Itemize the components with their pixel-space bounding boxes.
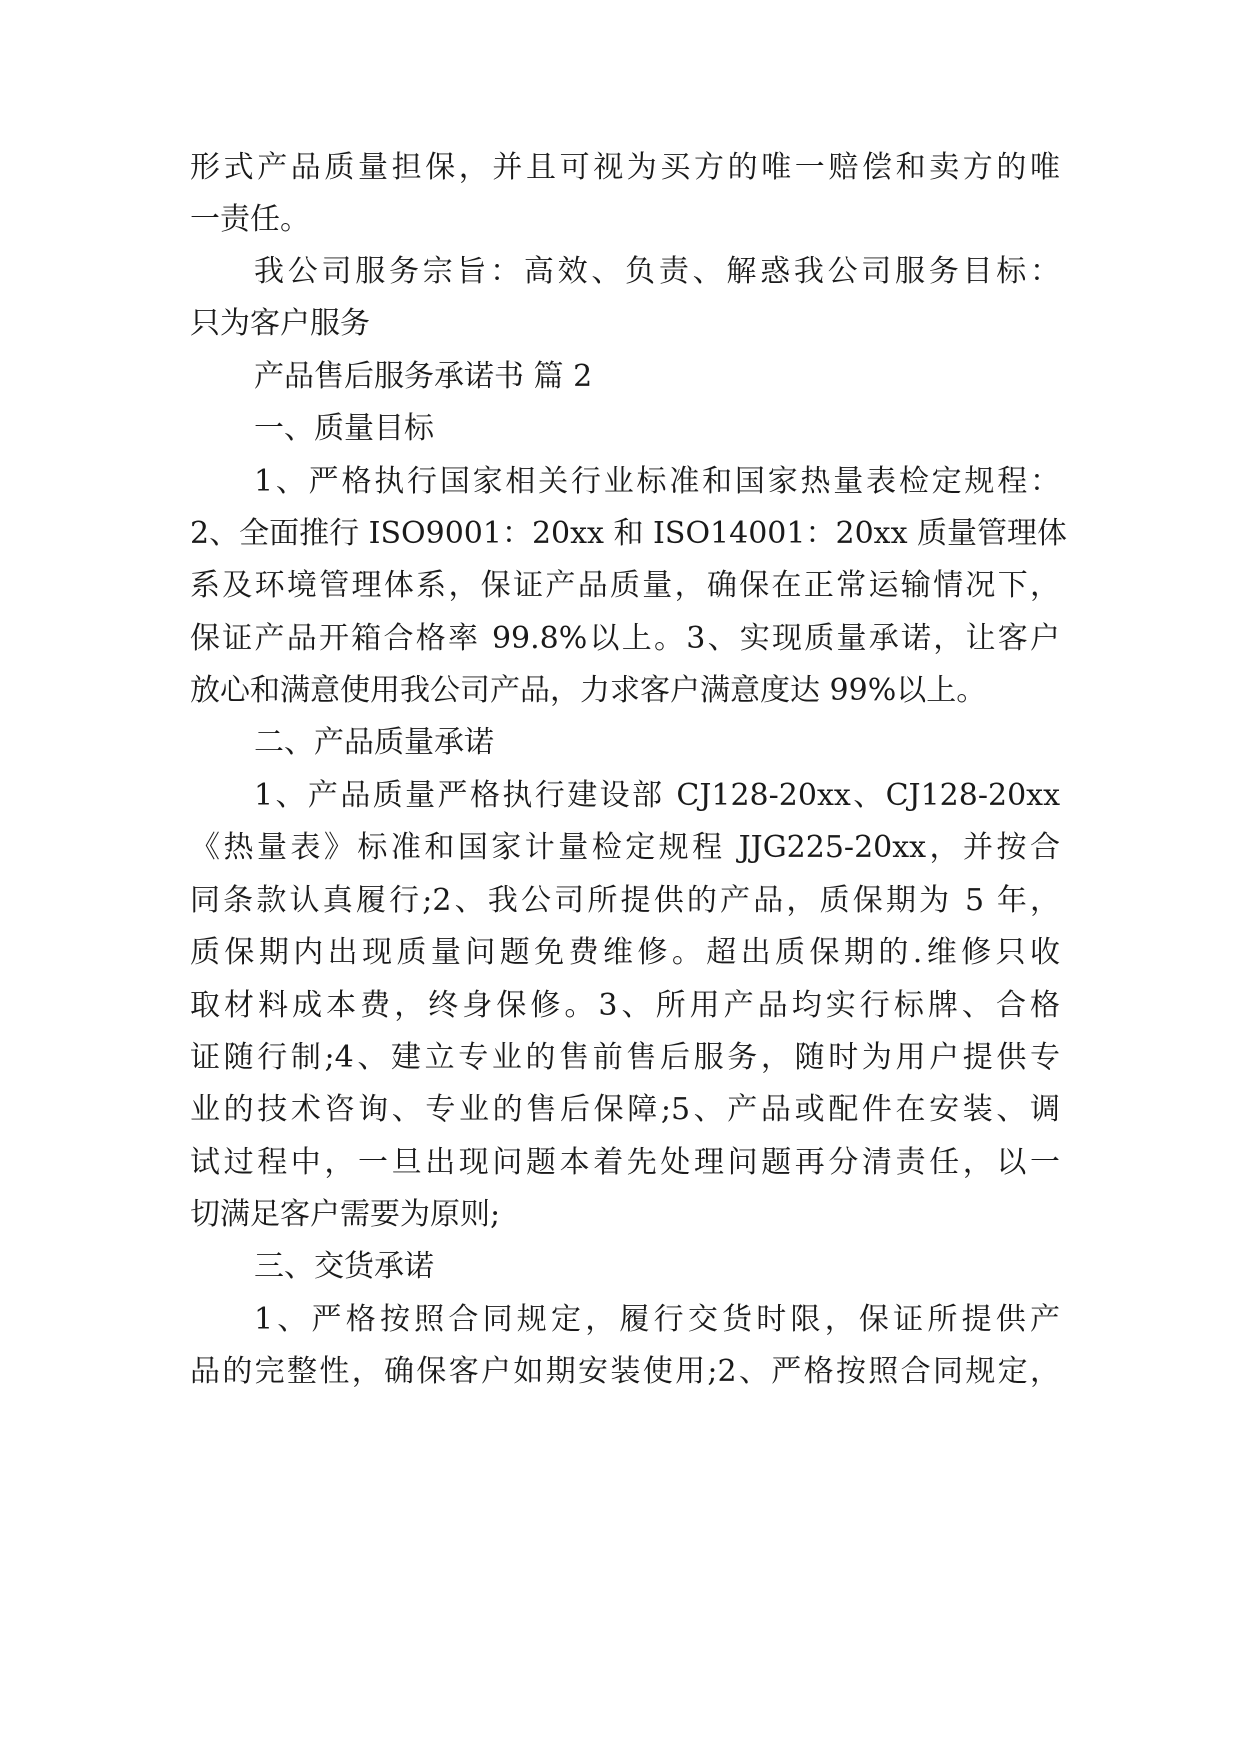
text-line: 取材料成本费，终身保修。3、所用产品均实行标牌、合格 bbox=[190, 988, 1060, 1023]
text-line: 试过程中，一旦出现问题本着先处理问题再分清责任，以一 bbox=[190, 1145, 1060, 1180]
text-line: 一责任。 bbox=[190, 202, 310, 237]
text-line: 形式产品质量担保，并且可视为买方的唯一赔偿和卖方的唯 bbox=[190, 150, 1060, 185]
text-line: 切满足客户需要为原则; bbox=[190, 1197, 501, 1232]
text-line: 同条款认真履行;2、我公司所提供的产品，质保期为 5 年， bbox=[190, 883, 1060, 918]
section-heading: 产品售后服务承诺书 篇 2 bbox=[254, 359, 593, 394]
text-line: 质保期内出现质量问题免费维修。超出质保期的.维修只收 bbox=[190, 935, 1060, 970]
text-line: 品的完整性，确保客户如期安装使用;2、严格按照合同规定， bbox=[190, 1354, 1060, 1389]
section-heading: 二、产品质量承诺 bbox=[254, 725, 494, 760]
text-line: 2、全面推行 ISO9001：20xx 和 ISO14001：20xx 质量管理体 bbox=[190, 516, 1068, 551]
text-line: 保证产品开箱合格率 99.8%以上。3、实现质量承诺，让客户 bbox=[190, 621, 1060, 656]
section-heading: 一、质量目标 bbox=[254, 411, 434, 446]
text-line: 证随行制;4、建立专业的售前售后服务，随时为用户提供专 bbox=[190, 1040, 1060, 1075]
text-line: 我公司服务宗旨：高效、负责、解惑我公司服务目标： bbox=[254, 254, 1060, 289]
text-line: 放心和满意使用我公司产品，力求客户满意度达 99%以上。 bbox=[190, 673, 987, 708]
section-heading: 三、交货承诺 bbox=[254, 1249, 434, 1284]
text-line: 1、严格执行国家相关行业标准和国家热量表检定规程： bbox=[254, 464, 1060, 499]
text-line: 只为客户服务 bbox=[190, 306, 370, 341]
text-line: 1、严格按照合同规定，履行交货时限，保证所提供产 bbox=[254, 1302, 1060, 1337]
text-line: 业的技术咨询、专业的售后保障;5、产品或配件在安装、调 bbox=[190, 1092, 1060, 1127]
text-line: 《热量表》标准和国家计量检定规程 JJG225-20xx，并按合 bbox=[190, 830, 1060, 865]
text-line: 系及环境管理体系，保证产品质量，确保在正常运输情况下， bbox=[190, 568, 1060, 603]
text-line: 1、产品质量严格执行建设部 CJ128-20xx、CJ128-20xx bbox=[254, 778, 1060, 813]
